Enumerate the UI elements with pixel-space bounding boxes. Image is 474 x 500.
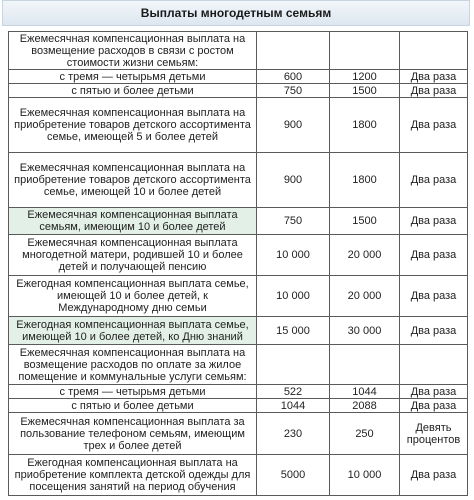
row-description: с тремя — четырьмя детьми xyxy=(9,385,257,399)
row-description: Ежемесячная компенсационная выплата на приобретение товаров детского ассортимента семье, имеющей 5 и более детей xyxy=(9,98,257,153)
row-new-amount: 30 000 xyxy=(330,317,400,345)
row-increase xyxy=(400,32,468,70)
row-new-amount: 1500 xyxy=(330,84,400,98)
table-row xyxy=(9,153,468,208)
row-description: Ежемесячная компенсационная выплата на возмещение расходов в связи с ростом стоимости жизни семьям: xyxy=(9,32,257,70)
row-old-amount xyxy=(257,345,330,385)
row-increase: Два раза xyxy=(400,276,468,317)
table-row xyxy=(9,276,468,317)
row-increase: Девять процентов xyxy=(400,413,468,455)
row-new-amount: 1800 xyxy=(330,153,400,208)
row-description: Ежемесячная компенсационная выплата на возмещение расходов по оплате за жилое помещение и коммунальные услуги семьям: xyxy=(9,345,257,385)
row-new-amount: 1044 xyxy=(330,385,400,399)
row-description: Ежемесячная компенсационная выплата многодетной матери, родившей 10 и более детей и получающей пенсию xyxy=(9,235,257,276)
row-old-amount: 900 xyxy=(257,98,330,153)
table-row xyxy=(9,317,468,345)
payments-table xyxy=(8,31,468,496)
row-increase: Два раза xyxy=(400,70,468,84)
row-description: Ежемесячная компенсационная выплата на приобретение товаров детского ассортимента семье, имеющей 10 и более детей xyxy=(9,153,257,208)
row-increase: Два раза xyxy=(400,235,468,276)
row-description: с пятью и более детьми xyxy=(9,84,257,98)
row-new-amount: 1200 xyxy=(330,70,400,84)
table-row xyxy=(9,84,468,98)
row-increase: Два раза xyxy=(400,98,468,153)
row-old-amount: 600 xyxy=(257,70,330,84)
row-description: с тремя — четырьмя детьми xyxy=(9,70,257,84)
row-new-amount xyxy=(330,345,400,385)
row-old-amount: 750 xyxy=(257,208,330,235)
table-row xyxy=(9,385,468,399)
row-increase: Два раза xyxy=(400,399,468,413)
row-old-amount: 10 000 xyxy=(257,276,330,317)
row-description: Ежегодная компенсационная выплата семье, имеющей 10 и более детей, ко Дню знаний xyxy=(9,317,257,345)
row-old-amount: 1044 xyxy=(257,399,330,413)
row-old-amount: 10 000 xyxy=(257,235,330,276)
row-increase: Два раза xyxy=(400,317,468,345)
row-new-amount: 250 xyxy=(330,413,400,455)
row-old-amount: 522 xyxy=(257,385,330,399)
table-row xyxy=(9,98,468,153)
table-row xyxy=(9,32,468,70)
row-old-amount: 5000 xyxy=(257,455,330,496)
row-increase: Два раза xyxy=(400,153,468,208)
row-new-amount: 2088 xyxy=(330,399,400,413)
row-description: Ежемесячная компенсационная выплата семьям, имеющим 10 и более детей xyxy=(9,208,257,235)
row-new-amount: 1500 xyxy=(330,208,400,235)
row-old-amount: 15 000 xyxy=(257,317,330,345)
row-increase: Два раза xyxy=(400,208,468,235)
row-old-amount: 230 xyxy=(257,413,330,455)
row-new-amount xyxy=(330,32,400,70)
table-row xyxy=(9,70,468,84)
row-new-amount: 10 000 xyxy=(330,455,400,496)
row-description: Ежемесячная компенсационная выплата за пользование телефоном семьям, имеющим трех и более детей xyxy=(9,413,257,455)
table-row xyxy=(9,455,468,496)
row-increase: Два раза xyxy=(400,84,468,98)
row-old-amount: 750 xyxy=(257,84,330,98)
row-description: Ежегодная компенсационная выплата семье, имеющей 10 и более детей, к Международному дню семьи xyxy=(9,276,257,317)
row-new-amount: 20 000 xyxy=(330,276,400,317)
table-row xyxy=(9,413,468,455)
row-new-amount: 20 000 xyxy=(330,235,400,276)
table-row xyxy=(9,208,468,235)
table-row xyxy=(9,399,468,413)
table-row xyxy=(9,345,468,385)
page-title: Выплаты многодетным семьям xyxy=(2,0,470,26)
row-increase: Два раза xyxy=(400,385,468,399)
row-new-amount: 1800 xyxy=(330,98,400,153)
row-description: с пятью и более детьми xyxy=(9,399,257,413)
row-old-amount: 900 xyxy=(257,153,330,208)
row-increase: Два раза xyxy=(400,455,468,496)
row-description: Ежегодная компенсационная выплата на приобретение комплекта детской одежды для посещения занятий на период обучения xyxy=(9,455,257,496)
row-old-amount xyxy=(257,32,330,70)
row-increase xyxy=(400,345,468,385)
table-row xyxy=(9,235,468,276)
